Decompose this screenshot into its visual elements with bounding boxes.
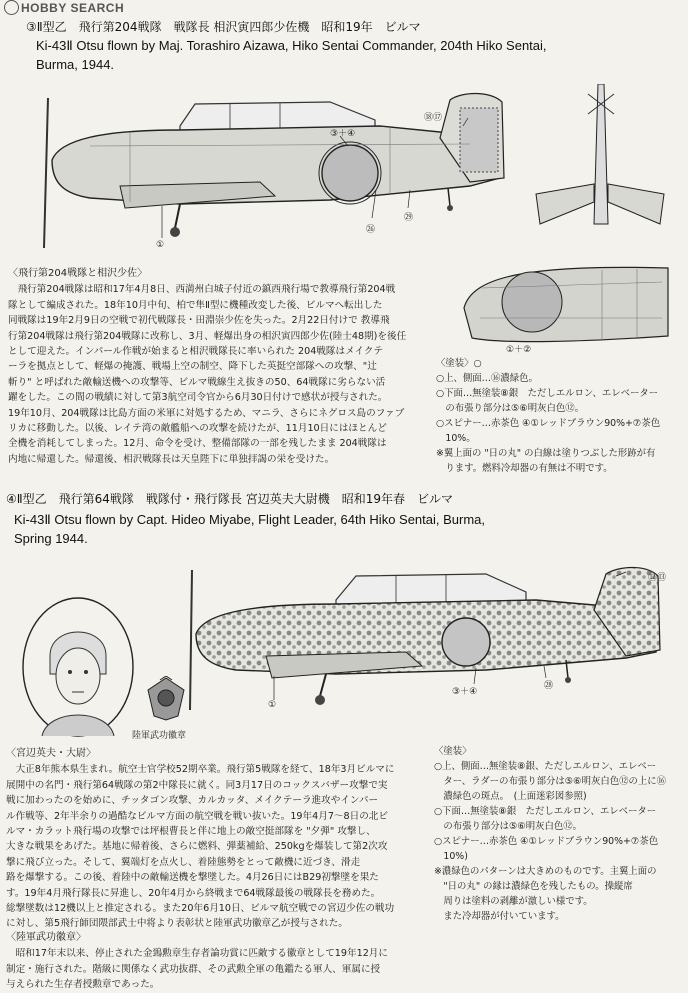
section4-medal-history: 〈陸軍武功徽章〉 昭和17年末以来、停止された金鵄勲章生存者論功賞に匹敵する徽章として19年12月に 制定・施行された。階級に関係なく武功抜群、その武勲全軍の亀鑑たる軍人、軍属に授 与えられた生存者授勲章であった。: [6, 930, 432, 993]
aircraft3-callout-18-17: ⑱⑰: [424, 113, 443, 123]
aircraft4-callout-28: ㉘: [544, 681, 554, 691]
section3-title-jp: ③Ⅱ型乙 飛行第204戦隊 戦隊長 相沢寅四郎少佐機 昭和19年 ビルマ: [26, 20, 421, 34]
pilot-portrait: [20, 596, 136, 738]
medal-caption: 陸軍武功徽章: [132, 731, 187, 741]
aircraft4-side-view: [186, 560, 676, 720]
aircraft4-callout-12-13: ⑫⑬: [648, 573, 667, 583]
hobbysearch-watermark: HOBBY SEARCH: [4, 0, 124, 15]
aircraft3-tail-top-view: [528, 84, 672, 234]
section3-paint-notes: 〈塗装〉○ ○上、側面…⑯濃緑色。 ○下面…無塗装⑧銀 ただしエルロン、エレベーター の布張り部分は⑤⑥明灰白色⑫。 ○スピナー…赤茶色 ④①レッドブラウン90%+⑦茶色 10%。 ※翼上面の "日の丸" の白線は塗りつぶした形跡が有 ります。燃料冷却器の有無は不明です。: [436, 358, 661, 474]
aircraft3-wing-top-view: [462, 258, 674, 350]
aircraft3-side-view: [30, 78, 530, 258]
aircraft3-callout-3-4: ③＋④: [330, 129, 356, 139]
aircraft4-callout-3-4: ③＋④: [452, 687, 478, 697]
aircraft3-wing-callout-1-2: ①＋②: [506, 345, 532, 355]
section4-bio: 〈宮辺英夫・大尉〉 大正8年熊本県生まれ。航空士官学校52期卒業。飛行第5戦隊を経て、18年3月ビルマに 展開中の名門・飛行第64戦隊の第2中隊長に就く。同3月17日のコックスバザー攻撃で実 戦に加わったのを始めに、チッタゴン攻撃、カルカッタ、メイクテーラ進攻やインパー ル作戦等、2年半余りの過酷なビルマ方面の航空戦を戦い抜いた。19年4月7～8日の北ビ ルマ・カラット飛行場の攻撃では坪根曹長と伴に地上の敵空挺部隊を "夕弾" 攻撃し、 大きな戦果をあげた。基地に帰着後、さらに燃料、弾薬補給、250kgを爆装して第2次攻 撃に飛び立った。そして、翼端灯を点火し、着陸態勢をとって敵機に近づき、滑走 路を爆撃する。この後、着陸中の敵輸送機を撃墜した。4月26日にはB29初撃墜を果た す。19年4月飛行隊長に昇進し、20年4月から終戦まで64戦隊最後の戦隊長を務めた。 総撃墜数は12機以上と推定される。また20年6月10日、ビルマ航空戦での宮辺少佐の戦功 に対し、第5飛行師団隈部武士中将より表彰状と陸軍武功徽章乙が授与された。: [6, 746, 432, 932]
section3-history: 〈飛行第204戦隊と相沢少佐〉 飛行第204戦隊は昭和17年4月8日、西満州白城子付近の鎮西飛行場で教導飛行第204戦 隊として編成された。18年10月中旬、柏で隼Ⅱ型に機種改変した後、ビルマへ転出した 同戦隊は19年2月9日の空戦で初代戦隊長・田淵崇少佐を失った。2月22日付けで 教導飛 行第204戦隊は飛行第204戦隊に改称し、3月、軽爆出身の相沢寅四郎少佐(陸士48期)を後任 として迎えた。インパール作戦が始まると相沢戦隊長に率いられた 204戦隊はメイクテ ーラを拠点として、軽爆の掩護、戦場上空の制空、降下した英挺空部隊への攻撃、"辻 斬り" と呼ばれた敵輸送機への攻撃等、ビルマ戦線生え抜きの50、64戦隊に劣らない活 躍をした。この間の戦績に対して第3航空司令官から6月30日付けで感状が授与された。 19年10月、204戦隊は比島方面の米軍に対処するため、マニラ、さらにネグロス島のファブ リカに移動した。以後、レイテ湾の敵艦船への攻撃を続けたが、11月10日にはほとんど 全機を消耗してしまった。12月、命令を受け、整備部隊の一部を残したまま 204戦隊は 内地に帰還した。帰還後、相沢戦隊長は天皇陛下に単独拝謁の栄を受けた。: [8, 266, 434, 467]
section4-paint-notes: 〈塗装〉 ○上、側面…無塗装⑧銀、ただしエルロン、エレベー ター、ラダーの布張り部分は⑤⑥明灰白色⑫の上に⑯ 濃緑色の斑点。 (上面迷彩図参照) ○下面…無塗装⑧銀 ただしエルロン、エレベーター の布張り部分は⑤⑥明灰白色⑫。 ○スピナー…赤茶色 ④①レッドブラウン90%+⑦茶色 10%) ※濃緑色のパターンは大きめのものです。主翼上面の "日の丸" の縁は濃緑色を残したもの。操縦席 周りは塗料の剥離が激しい様です。 また冷却器が付いています。: [434, 746, 666, 922]
section3-title-en: Ki-43Ⅱ Otsu flown by Maj. Torashiro Aizawa, Hiko Sentai Commander, 204th Hiko Sentai, Burma, 1944.: [36, 38, 547, 72]
medal-icon: [146, 676, 186, 722]
aircraft3-callout-26: ㉖: [366, 225, 376, 235]
section4-bio-title: 〈宮辺英夫・大尉〉: [6, 748, 96, 759]
aircraft3-callout-29: ㉙: [404, 213, 414, 223]
section4-title-jp: ④Ⅱ型乙 飛行第64戦隊 戦隊付・飛行隊長 宮辺英夫大尉機 昭和19年春 ビルマ: [6, 492, 454, 506]
aircraft4-callout-1: ①: [268, 700, 277, 710]
aircraft3-callout-1: ①: [156, 240, 165, 250]
section4-title-en: Ki-43Ⅱ Otsu flown by Capt. Hideo Miyabe, Flight Leader, 64th Hiko Sentai, Burma, Spring 1944.: [14, 512, 486, 546]
section4-medal-history-title: 〈陸軍武功徽章〉: [6, 932, 86, 943]
hobbysearch-logo-icon: [4, 0, 19, 15]
section3-history-title: 〈飛行第204戦隊と相沢少佐〉: [8, 268, 148, 279]
